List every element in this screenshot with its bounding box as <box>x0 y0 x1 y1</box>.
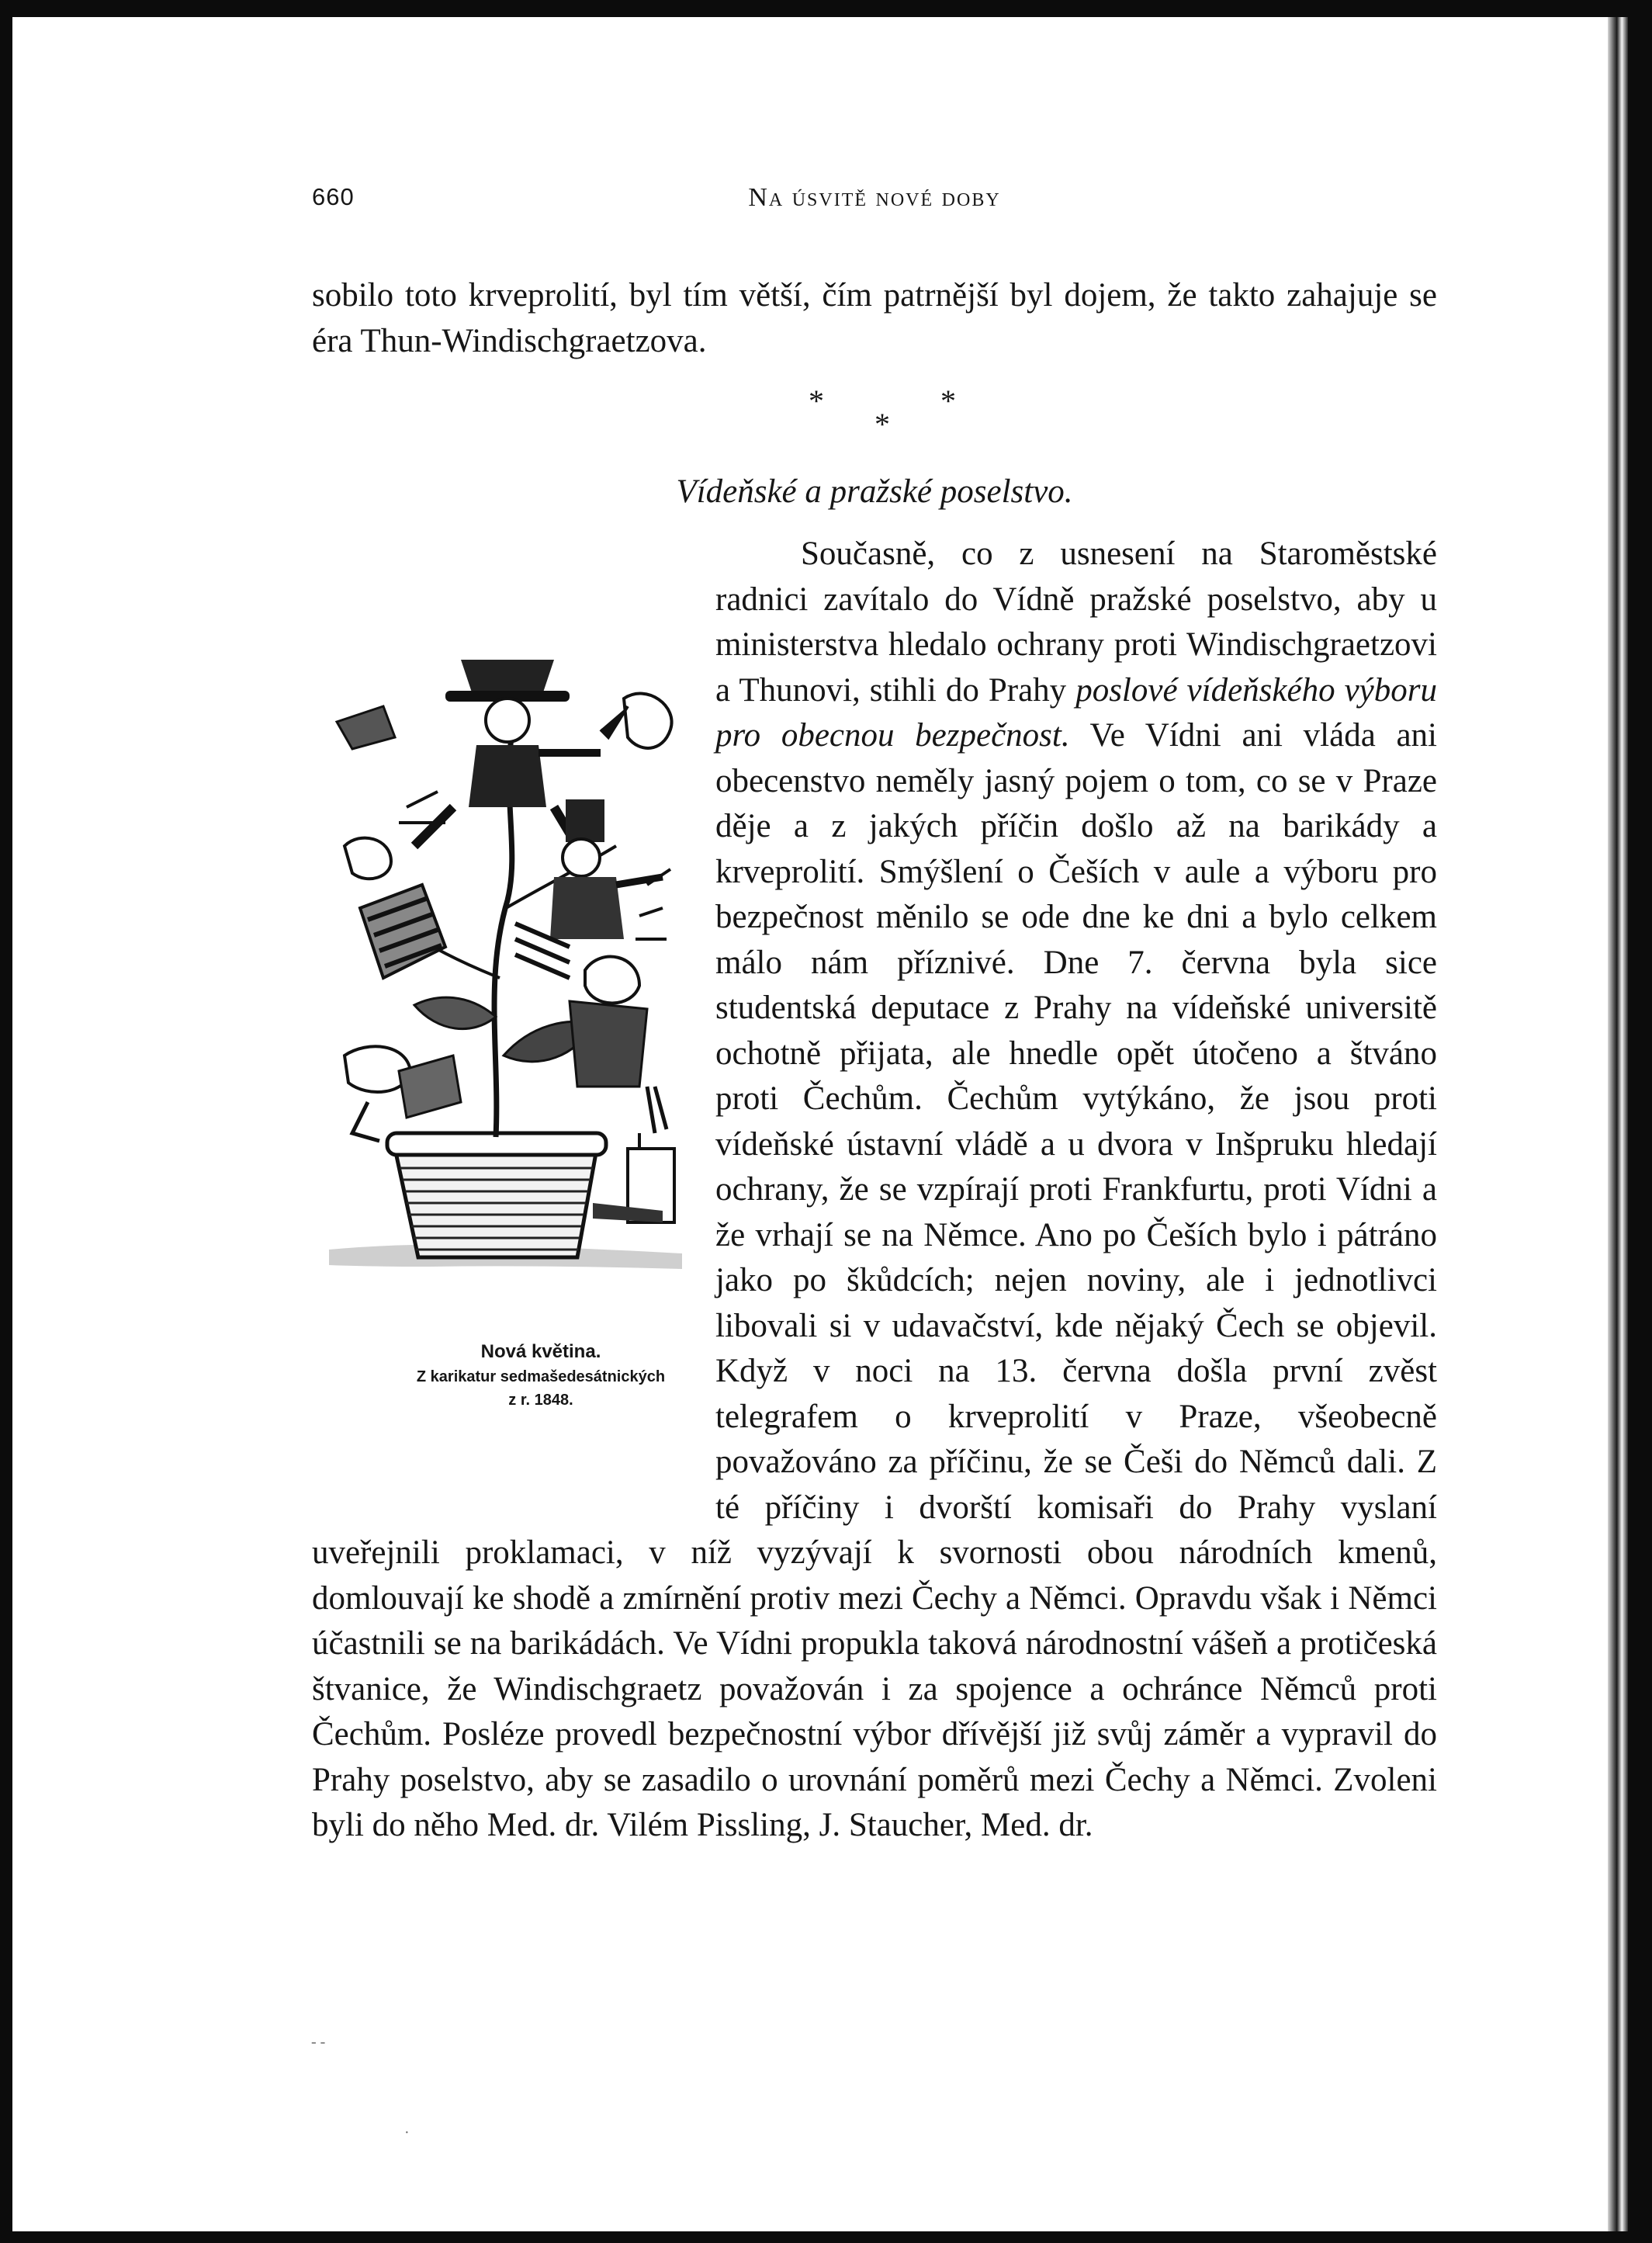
caption-line-1: Z karikatur sedmašedesátnických <box>416 1368 666 1385</box>
main-paragraph-text-2: Ve Vídni ani vláda ani obecenstvo neměly jasný pojem o tom, co se v Praze děje a z jakých příčin došlo až na barikády a krveprolití. Smýšlení o Češích v aule a výboru pro bezpečnost měnilo se ode dne ke dni a bylo celkem málo nám příznivé. Dne 7. června byla sice studentská deputace z Prahy na vídeňské universitě ochotně přijata, ale hnedle opět útočeno a štváno proti Čechům. Čechům vytýkáno, že jsou proti vídeňské ústavní vládě a u dvora v Inšpruku hledají ochrany, že se vzpírají proti Frankfurtu, proti Vídni a že vrhají se na Němce. Ano po Češích bylo i pátráno jako po škůdcích; nejen noviny, ale i jednotlivci libovali si v udavačství, kde nějaký Čech se objevil. Když v noci na 13. června došla první zvěst telegrafem o krveprolití v Praze, všeobecně považováno za příčinu, že se Češi do Němců dali. Z té příčiny i dvorští komisaři do Prahy vyslaní uveřejnili proklamaci, v níž vyzývají k svornosti obou národních kmenů, domlouvají ke shodě a zmírnění protiv mezi Čechy a Němci. Opravdu však i Němci účastnili se na barikádách. Ve Vídni propukla taková národnostní vášeň a protičeská štvanice, že Windischgraetz považován i za spojence a ochránce Němců proti Čechům. Posléze provedl bezpečnostní výbor dřívější již svůj záměr a vypravil do Prahy poselstvo, aby se zasadilo o urovnání poměrů mezi Čechy a Němci. Zvoleni byli do něho Med. dr. Vilém Pissling, J. Staucher, Med. dr. <box>312 717 1437 1843</box>
main-paragraph <box>312 532 1437 1849</box>
section-title: Vídeňské a pražské poselstvo. <box>676 473 1073 510</box>
running-title: Na úsvitě nové doby <box>748 183 1001 212</box>
page-number: 660 <box>312 183 355 210</box>
flower-caricature-illustration <box>321 652 686 1312</box>
main-paragraph-italic: poslové vídeňského výboru pro obecnou bezpečnost. <box>715 671 1437 754</box>
page-edge <box>1608 17 1628 2231</box>
page-speck: · <box>404 2124 410 2141</box>
book-page <box>12 17 1628 2231</box>
asterism <box>312 376 1437 470</box>
main-paragraph-text-1: Současně, co z usnesení na Staroměstské radnici zavítalo do Vídně pražské poselstvo, aby u ministerstva hledalo ochrany proti Windischgraetzovi a Thunovi, stihli do Prahy <box>715 536 1437 709</box>
page-speck: - - <box>311 2033 326 2051</box>
asterisk-right: * <box>940 383 956 418</box>
continued-paragraph: sobilo toto krveprolití, byl tím větší, čím patrnější byl dojem, že takto zahajuje se éra Thun-Windischgraetzova. <box>312 277 1437 359</box>
figure <box>312 532 715 1498</box>
asterisk-bottom: * <box>874 407 890 442</box>
figure-caption <box>312 1339 684 1412</box>
page-header <box>312 183 1437 222</box>
asterisk-left: * <box>809 383 824 418</box>
caption-title: Nová květina. <box>480 1341 601 1362</box>
caption-line-2: z r. 1848. <box>508 1392 573 1409</box>
page-content <box>312 183 1437 1849</box>
